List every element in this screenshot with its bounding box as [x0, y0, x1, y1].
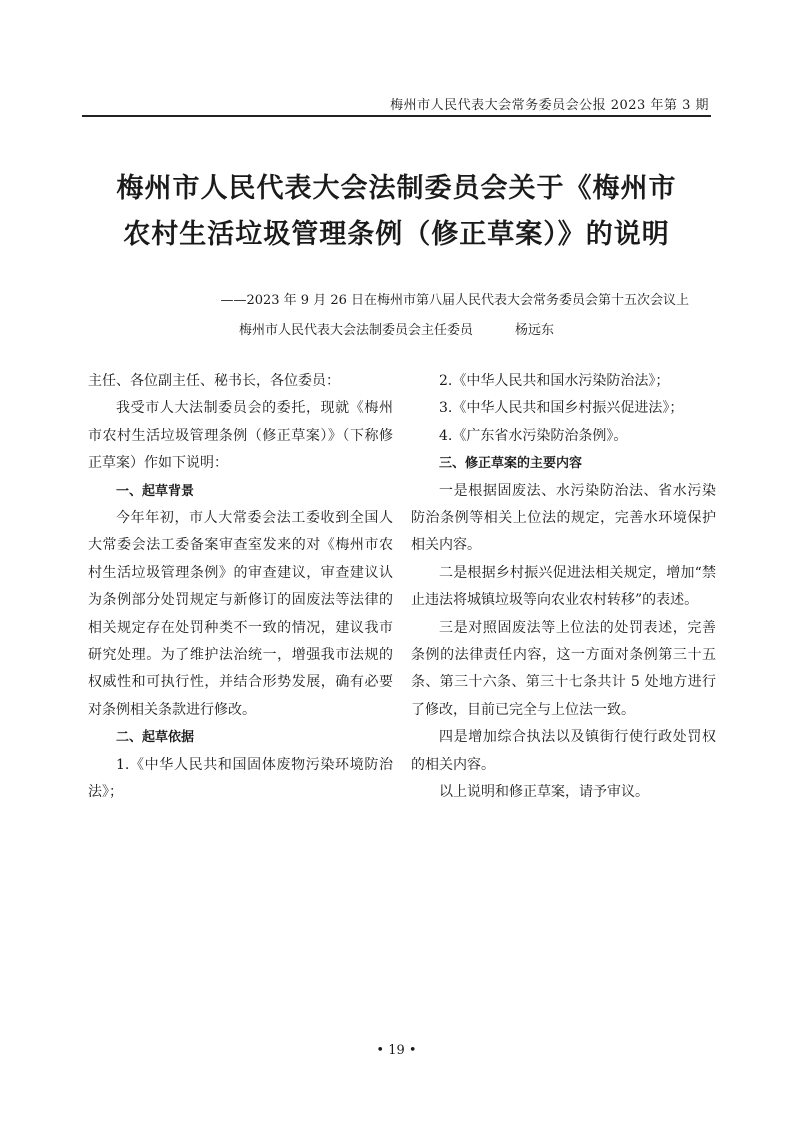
- title-line-1: 梅州市人民代表大会法制委员会关于《梅州市: [116, 173, 677, 204]
- content-point-3: 三是对照固废法等上位法的处罚表述，完善条例的法律责任内容，这一方面对条例第三十五条、第三十六条、第三十七条共计 5 处地方进行了修改，目前已完全与上位法一致。: [411, 619, 716, 718]
- basis-item-4: 4.《广东省水污染防治条例》。: [439, 427, 628, 444]
- salutation: 主任、各位副主任、秘书长，各位委员：: [88, 373, 340, 389]
- speaker-role: 梅州市人民代表大会法制委员会主任委员: [238, 323, 473, 338]
- section-heading-content: 三、修正草案的主要内容: [439, 456, 583, 472]
- content-point-2: 二是根据乡村振兴促进法相关规定，增加“禁止违法将城镇垃圾等向农业农村转移”的表述。: [411, 564, 716, 609]
- content-point-1: 一是根据固废法、水污染防治法、省水污染防治条例等相关上位法的规定，完善水环境保护相关内容。: [411, 482, 716, 554]
- right-column: [411, 368, 716, 807]
- basis-item-1: 1.《中华人民共和国固体废物污染环境防治法》；: [88, 756, 393, 801]
- speaker-line: [82, 316, 711, 346]
- page-number: • 19 •: [376, 1043, 417, 1058]
- background-paragraph: 今年年初，市人大常委会法工委收到全国人大常委会法工委备案审查室发来的对《梅州市农村生活垃圾管理条例》的审查建议，审查建议认为条例部分处罚规定与新修订的固废法等法律的相关规定存在处罚种类不一致的情况，建议我市研究处理。为了维护法治统一，增强我市法规的权威性和可执行性，并结合形势发展，确有必要对条例相关条款进行修改。: [88, 510, 393, 718]
- document-title: [82, 166, 711, 258]
- header-divider: [82, 115, 711, 117]
- section-heading-basis: 二、起草依据: [116, 730, 195, 746]
- intro-paragraph: 我受市人大法制委员会的委托，现就《梅州市农村生活垃圾管理条例（修正草案）》（下称修正草案）作如下说明：: [88, 400, 393, 472]
- running-header: 梅州市人民代表大会常务委员会公报 2023 年第 3 期: [390, 98, 709, 113]
- basis-item-3: 3.《中华人民共和国乡村振兴促进法》；: [439, 400, 684, 417]
- section-heading-background: 一、起草背景: [116, 483, 195, 499]
- left-column: [88, 368, 393, 807]
- meeting-line: ——2023 年 9 月 26 日在梅州市第八届人民代表大会常务委员会第十五次会议上: [220, 293, 689, 308]
- content-point-4: 四是增加综合执法以及镇街行使行政处罚权的相关内容。: [411, 729, 716, 773]
- title-line-2: 农村生活垃圾管理条例（修正草案）》的说明: [123, 219, 670, 250]
- speaker-name: 杨远东: [515, 323, 555, 338]
- basis-item-2: 2.《中华人民共和国水污染防治法》；: [439, 373, 670, 389]
- closing-paragraph: 以上说明和修正草案，请予审议。: [439, 784, 649, 801]
- subtitle-block: [82, 286, 711, 346]
